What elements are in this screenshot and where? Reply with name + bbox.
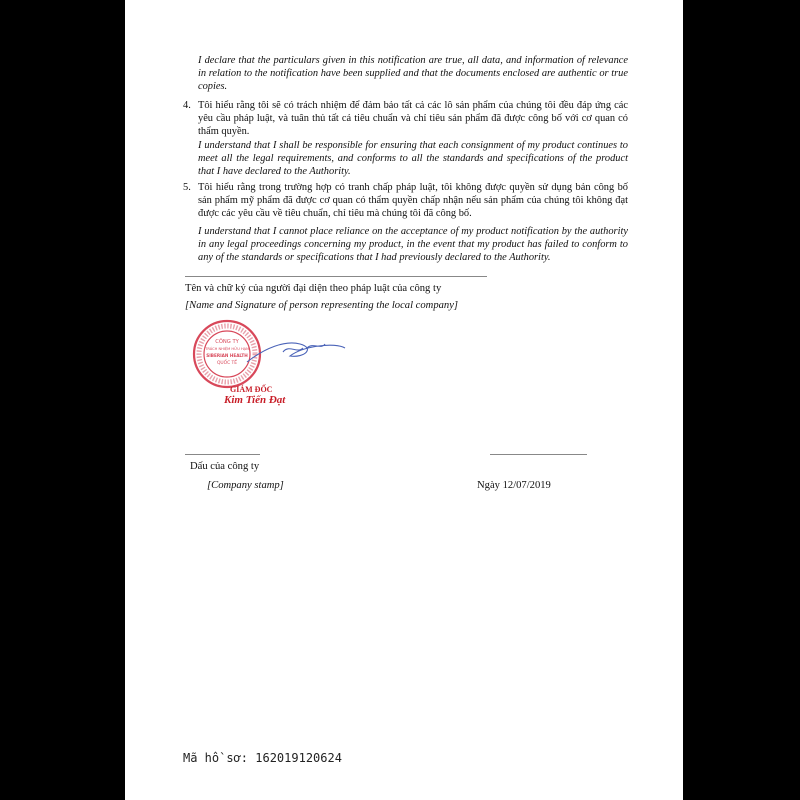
declaration-en: I declare that the particulars given in this notification are true, all data, and information of relevance in relation to the notification have been supplied and that the documents enclosed are authentic or true copies. (198, 55, 628, 92)
file-number: Mã hồ sơ: 162019120624 (183, 751, 342, 765)
date-line (490, 454, 587, 455)
item-4-en: I understand that I shall be responsible for ensuring that each consignment of my product continues to meet all the legal requirements, and conforms to all the standards and specifications of the product that I have declared to the Authority. (198, 140, 628, 177)
seal-text-3: SIBERIAN HEALTH (206, 353, 248, 358)
signer-name: Kim Tiến Đạt (224, 394, 286, 406)
item-4-number: 4. (183, 100, 191, 111)
signer-title: GIÁM ĐỐC (230, 385, 273, 394)
item-5-vn: Tôi hiểu rằng trong trường hợp có tranh chấp pháp luật, tôi không được quyền sử dụng bản công bố sản phẩm mỹ phẩm đã được cơ quan có thẩm quyền chấp nhận nếu sản phẩm của chúng tôi không đạt được các yêu cầu về tiêu chuẩn, chỉ tiêu mà chúng tôi đã công bố. (198, 182, 628, 219)
item-4-vn: Tôi hiểu rằng tôi sẽ có trách nhiệm để đảm bảo tất cả các lô sản phẩm của chúng tôi đều đáp ứng các yêu cầu pháp luật, và tuân thủ tất cả tiêu chuẩn và chỉ tiêu sản phẩm đã được công bố với cơ quan có thẩm quyền. (198, 100, 628, 137)
item-5-en: I understand that I cannot place reliance on the acceptance of my product notification by the authority in any legal proceedings concerning my product, in the event that my product has failed to conform to any of the standards or specifications that I had previously declared to the Authority. (198, 226, 628, 263)
company-stamp-line (185, 454, 260, 455)
signature-label-en: [Name and Signature of person representing the local company] (185, 300, 459, 311)
seal-text-2: TRÁCH NHIỆM HỮU HẠN (205, 347, 249, 351)
seal-text-4: QUỐC TẾ (216, 361, 238, 366)
company-stamp-label-vn: Dấu của công ty (190, 461, 260, 472)
seal-text-1: CÔNG TY (215, 339, 239, 345)
item-5-number: 5. (183, 182, 191, 193)
signature-divider (185, 276, 487, 277)
document-page (125, 0, 683, 800)
signature-scribble (247, 343, 345, 362)
signature-label-vn: Tên và chữ ký của người đại diện theo pháp luật của công ty (185, 283, 442, 294)
company-seal (185, 318, 355, 390)
company-stamp-label-en: [Company stamp] (207, 480, 284, 491)
date-text: Ngày 12/07/2019 (477, 480, 551, 491)
